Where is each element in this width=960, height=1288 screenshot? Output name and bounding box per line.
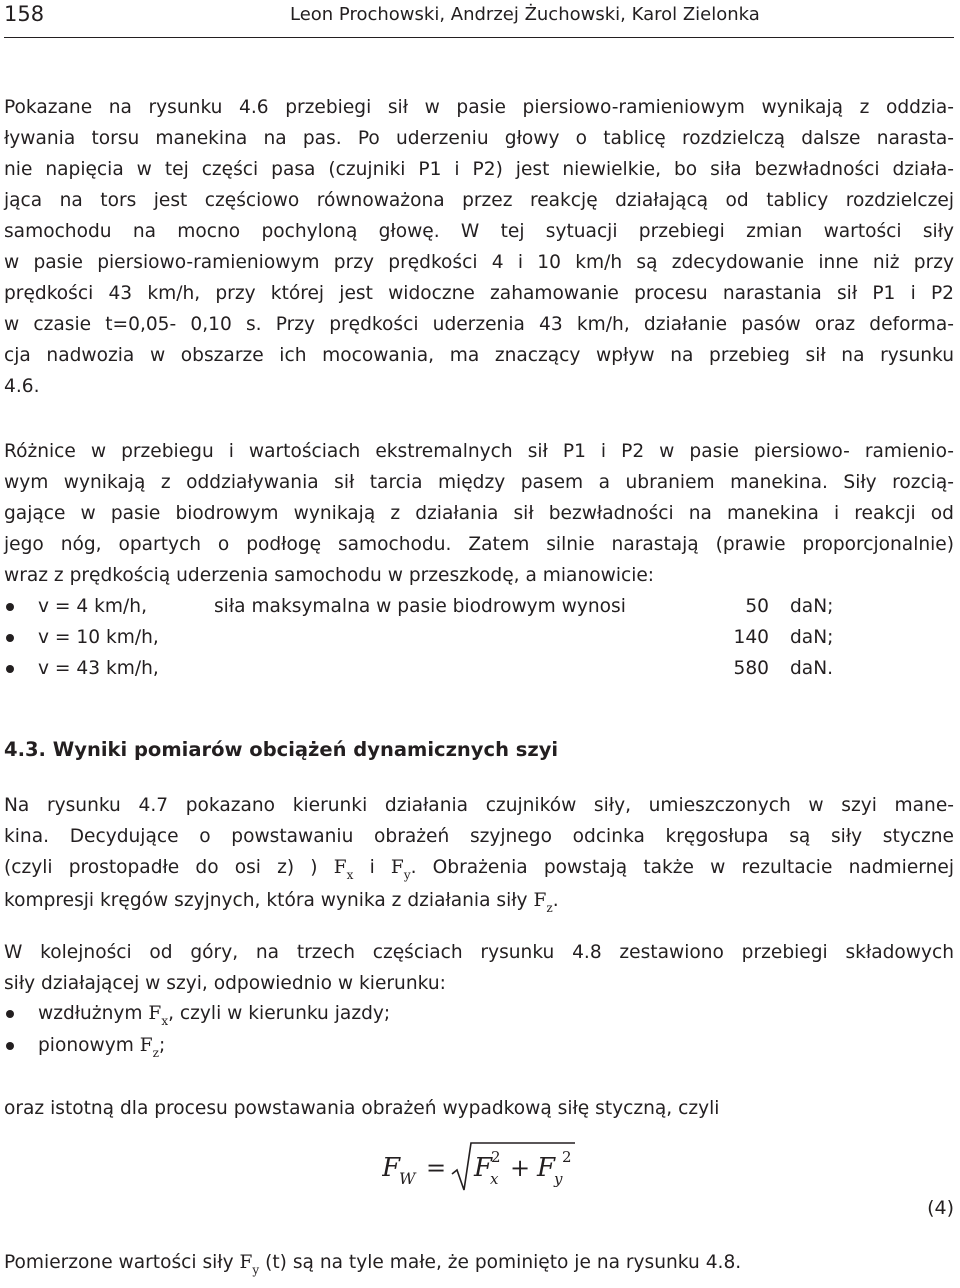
paragraph-force-differences <box>4 436 954 591</box>
paragraph-line-with-symbols <box>4 1247 954 1280</box>
speed-value: v = 43 km/h, <box>38 658 159 679</box>
paragraph-line: gające w pasie biodrowym wynikają z działania sił bezwładności na manekina i reakcji od <box>4 503 954 524</box>
eq-term2-sup: 2 <box>562 1148 572 1166</box>
eq-term1-sup: 2 <box>491 1148 501 1166</box>
running-head-authors: Leon Prochowski, Andrzej Żuchowski, Karol Zielonka <box>290 4 760 25</box>
eq-plus: + <box>510 1154 531 1182</box>
force-value: 580 <box>733 658 769 679</box>
force-subscript: x <box>346 868 354 882</box>
direction-list <box>4 998 954 1062</box>
force-subscript: z <box>546 901 553 915</box>
force-symbol: F <box>139 1035 153 1056</box>
bullet-icon <box>6 603 14 611</box>
bullet-icon <box>6 1042 14 1050</box>
bullet-icon <box>6 665 14 673</box>
list-item <box>4 591 954 622</box>
bullet-icon <box>6 634 14 642</box>
force-symbol: F <box>533 890 547 911</box>
eq-lhs-sub: W <box>399 1169 416 1188</box>
paragraph-line-with-symbols <box>4 852 954 885</box>
paragraph-line: w czasie t=0,05- 0,10 s. Przy prędkości uderzenia 43 km/h, działanie pasów oraz deforma- <box>4 314 954 335</box>
paragraph-line: nie napięcia w tej części pasa (czujniki P1 i P2) jest niewielkie, bo siła bezwładności działa- <box>4 159 954 180</box>
force-unit: daN. <box>790 658 834 679</box>
force-symbol: F <box>239 1252 253 1273</box>
paragraph-line: kina. Decydujące o powstawaniu obrażeń szyjnego odcinka kręgosłupa są siły styczne <box>4 826 954 847</box>
text-fragment: pionowym <box>38 1035 140 1056</box>
text-fragment: i <box>353 857 391 878</box>
paragraph-neck-sensors <box>4 790 954 918</box>
text-fragment: . <box>552 890 559 911</box>
paragraph-figure-components <box>4 937 954 999</box>
paragraph-line: oraz istotną dla procesu powstawania obrażeń wypadkową siłę styczną, czyli <box>4 1098 720 1119</box>
paragraph-line: 4.6. <box>4 376 40 397</box>
speed-force-list <box>4 591 954 684</box>
text-fragment: , czyli w kierunku jazdy; <box>168 1003 391 1024</box>
paragraph-line: Na rysunku 4.7 pokazano kierunki działania czujników siły, umieszczonych w szyi mane- <box>4 795 954 816</box>
paragraph-line: ływania torsu manekina na pas. Po uderzeniu głowy o tablicę rozdzielczą dalsze narasta- <box>4 128 954 149</box>
paragraph-line-with-symbols <box>4 885 954 918</box>
paragraph-line: wym wynikają z oddziaływania sił tarcia między pasem a ubraniem manekina. Siły rozcią- <box>4 472 954 493</box>
force-subscript: y <box>403 868 411 882</box>
force-symbol: F <box>390 857 404 878</box>
paragraph-line: cja nadwozia w obszarze ich mocowania, ma znaczący wpływ na przebieg sił na rysunku <box>4 345 954 366</box>
text-fragment: (t) są na tyle małe, że pominięto je na rysunku 4.8. <box>259 1252 742 1273</box>
force-unit: daN; <box>790 627 834 648</box>
text-fragment: wzdłużnym <box>38 1003 149 1024</box>
paragraph-line: wraz z prędkością uderzenia samochodu w przeszkodę, a mianowicie: <box>4 565 655 586</box>
paragraph-seat-belt-forces <box>4 92 954 402</box>
force-value: 50 <box>745 596 769 617</box>
list-item <box>4 622 954 653</box>
force-value: 140 <box>733 627 769 648</box>
text-fragment: Pomierzone wartości siły <box>4 1252 240 1273</box>
paragraph-line: samochodu na mocno pochyloną głowę. W tej sytuacji przebiegi zmian wartości siły <box>4 221 954 242</box>
list-item <box>4 1030 954 1062</box>
page-header <box>4 0 954 30</box>
list-item-text <box>38 1030 165 1063</box>
list-item <box>4 653 954 684</box>
paragraph-resultant-intro <box>4 1093 954 1124</box>
page-number: 158 <box>4 2 45 26</box>
paragraph-line: w pasie piersiowo-ramieniowym przy prędkości 4 i 10 km/h są zdecydowanie inne niż przy <box>4 252 954 273</box>
text-fragment: (czyli prostopadłe do osi z) ) <box>4 857 334 878</box>
paragraph-line: W kolejności od góry, na trzech częściach rysunku 4.8 zestawiono przebiegi składowych <box>4 942 954 963</box>
eq-equals: = <box>426 1154 447 1182</box>
speed-value: v = 4 km/h, <box>38 596 147 617</box>
force-description: siła maksymalna w pasie biodrowym wynosi <box>214 596 626 617</box>
eq-lhs: F <box>382 1153 401 1183</box>
text-fragment: . Obrażenia powstają także w rezultacie nadmiernej <box>410 857 954 878</box>
eq-term2: F <box>537 1153 556 1183</box>
paragraph-line: Pokazane na rysunku 4.6 przebiegi sił w pasie piersiowo-ramieniowym wynikają z oddzia- <box>4 97 954 118</box>
force-symbol: F <box>148 1003 162 1024</box>
force-subscript: z <box>152 1046 159 1060</box>
eq-term1: F <box>474 1153 493 1183</box>
text-fragment: kompresji kręgów szyjnych, która wynika z działania siły <box>4 890 534 911</box>
bullet-icon <box>6 1010 14 1018</box>
eq-term2-sub: y <box>554 1170 563 1188</box>
eq-term1-sub: x <box>490 1170 499 1188</box>
paragraph-line: jąca na tors jest częściowo równoważona przez reakcję działającą od tablicy rozdzielczej <box>4 190 954 211</box>
text-fragment: ; <box>158 1035 166 1056</box>
paragraph-line: Różnice w przebiegu i wartościach ekstremalnych sił P1 i P2 w pasie piersiowo- ramienio- <box>4 441 954 462</box>
resultant-force-equation <box>382 1140 602 1200</box>
force-subscript: x <box>161 1014 169 1028</box>
force-symbol: F <box>333 857 347 878</box>
equation-number: (4) <box>927 1197 954 1219</box>
paragraph-fy-omitted <box>4 1247 954 1280</box>
paragraph-line: jego nóg, opartych o podłogę samochodu. Zatem silnie narastają (prawie proporcjonalnie) <box>4 534 954 555</box>
list-item <box>4 998 954 1030</box>
force-subscript: y <box>252 1263 260 1277</box>
header-rule <box>4 37 954 38</box>
paragraph-line: siły działającej w szyi, odpowiednio w kierunku: <box>4 973 446 994</box>
force-unit: daN; <box>790 596 834 617</box>
speed-value: v = 10 km/h, <box>38 627 159 648</box>
section-heading: 4.3. Wyniki pomiarów obciążeń dynamicznych szyi <box>4 738 559 761</box>
list-item-text <box>38 998 390 1031</box>
paragraph-line: prędkości 43 km/h, przy której jest widoczne zahamowanie procesu narastania sił P1 i P2 <box>4 283 954 304</box>
